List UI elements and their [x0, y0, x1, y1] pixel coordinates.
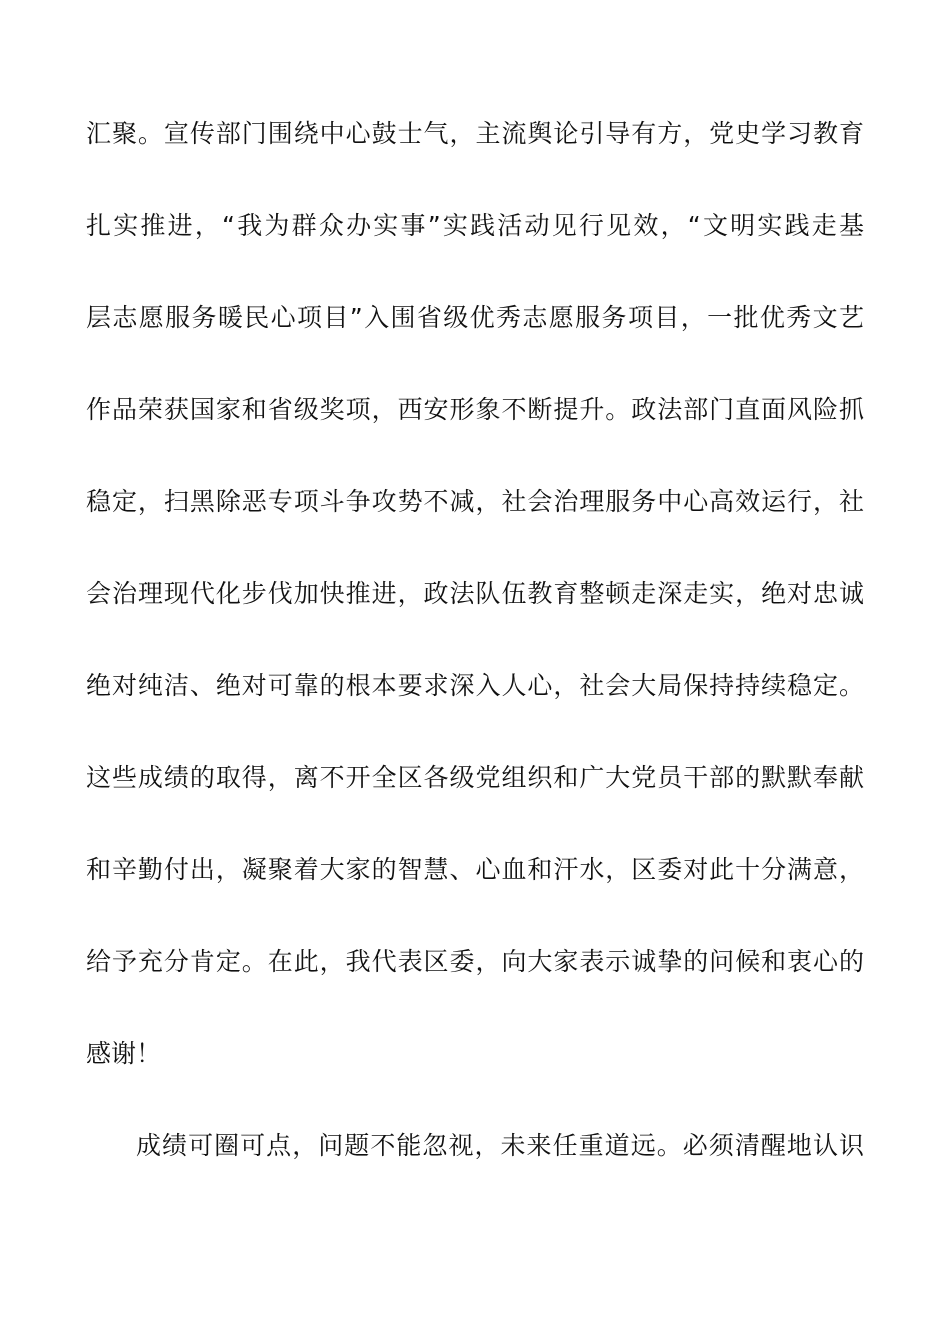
text-line: 给予充分肯定。在此，我代表区委，向大家表示诚挚的问候和衷心的: [86, 947, 864, 976]
text-line: 稳定，扫黑除恶专项斗争攻势不减，社会治理服务中心高效运行，社: [86, 487, 864, 516]
text-line: 扎实推进，“我为群众办实事”实践活动见行见效，“文明实践走基: [86, 211, 864, 240]
text-line: 这些成绩的取得，离不开全区各级党组织和广大党员干部的默默奉献: [86, 763, 864, 792]
text-line: 汇聚。宣传部门围绕中心鼓士气，主流舆论引导有方，党史学习教育: [86, 119, 864, 148]
text-line: 绝对纯洁、绝对可靠的根本要求深入人心，社会大局保持持续稳定。: [86, 671, 864, 700]
text-line: 和辛勤付出，凝聚着大家的智慧、心血和汗水，区委对此十分满意，: [86, 855, 864, 884]
text-line: 层志愿服务暖民心项目”入围省级优秀志愿服务项目，一批优秀文艺: [86, 303, 864, 332]
text-line: 会治理现代化步伐加快推进，政法队伍教育整顿走深走实，绝对忠诚: [86, 579, 864, 608]
text-line: 作品荣获国家和省级奖项，西安形象不断提升。政法部门直面风险抓: [86, 395, 864, 424]
paragraph-first-line: 成绩可圈可点，问题不能忽视，未来任重道远。必须清醒地认识: [136, 1131, 864, 1160]
text-line: 感谢！: [86, 1039, 162, 1068]
